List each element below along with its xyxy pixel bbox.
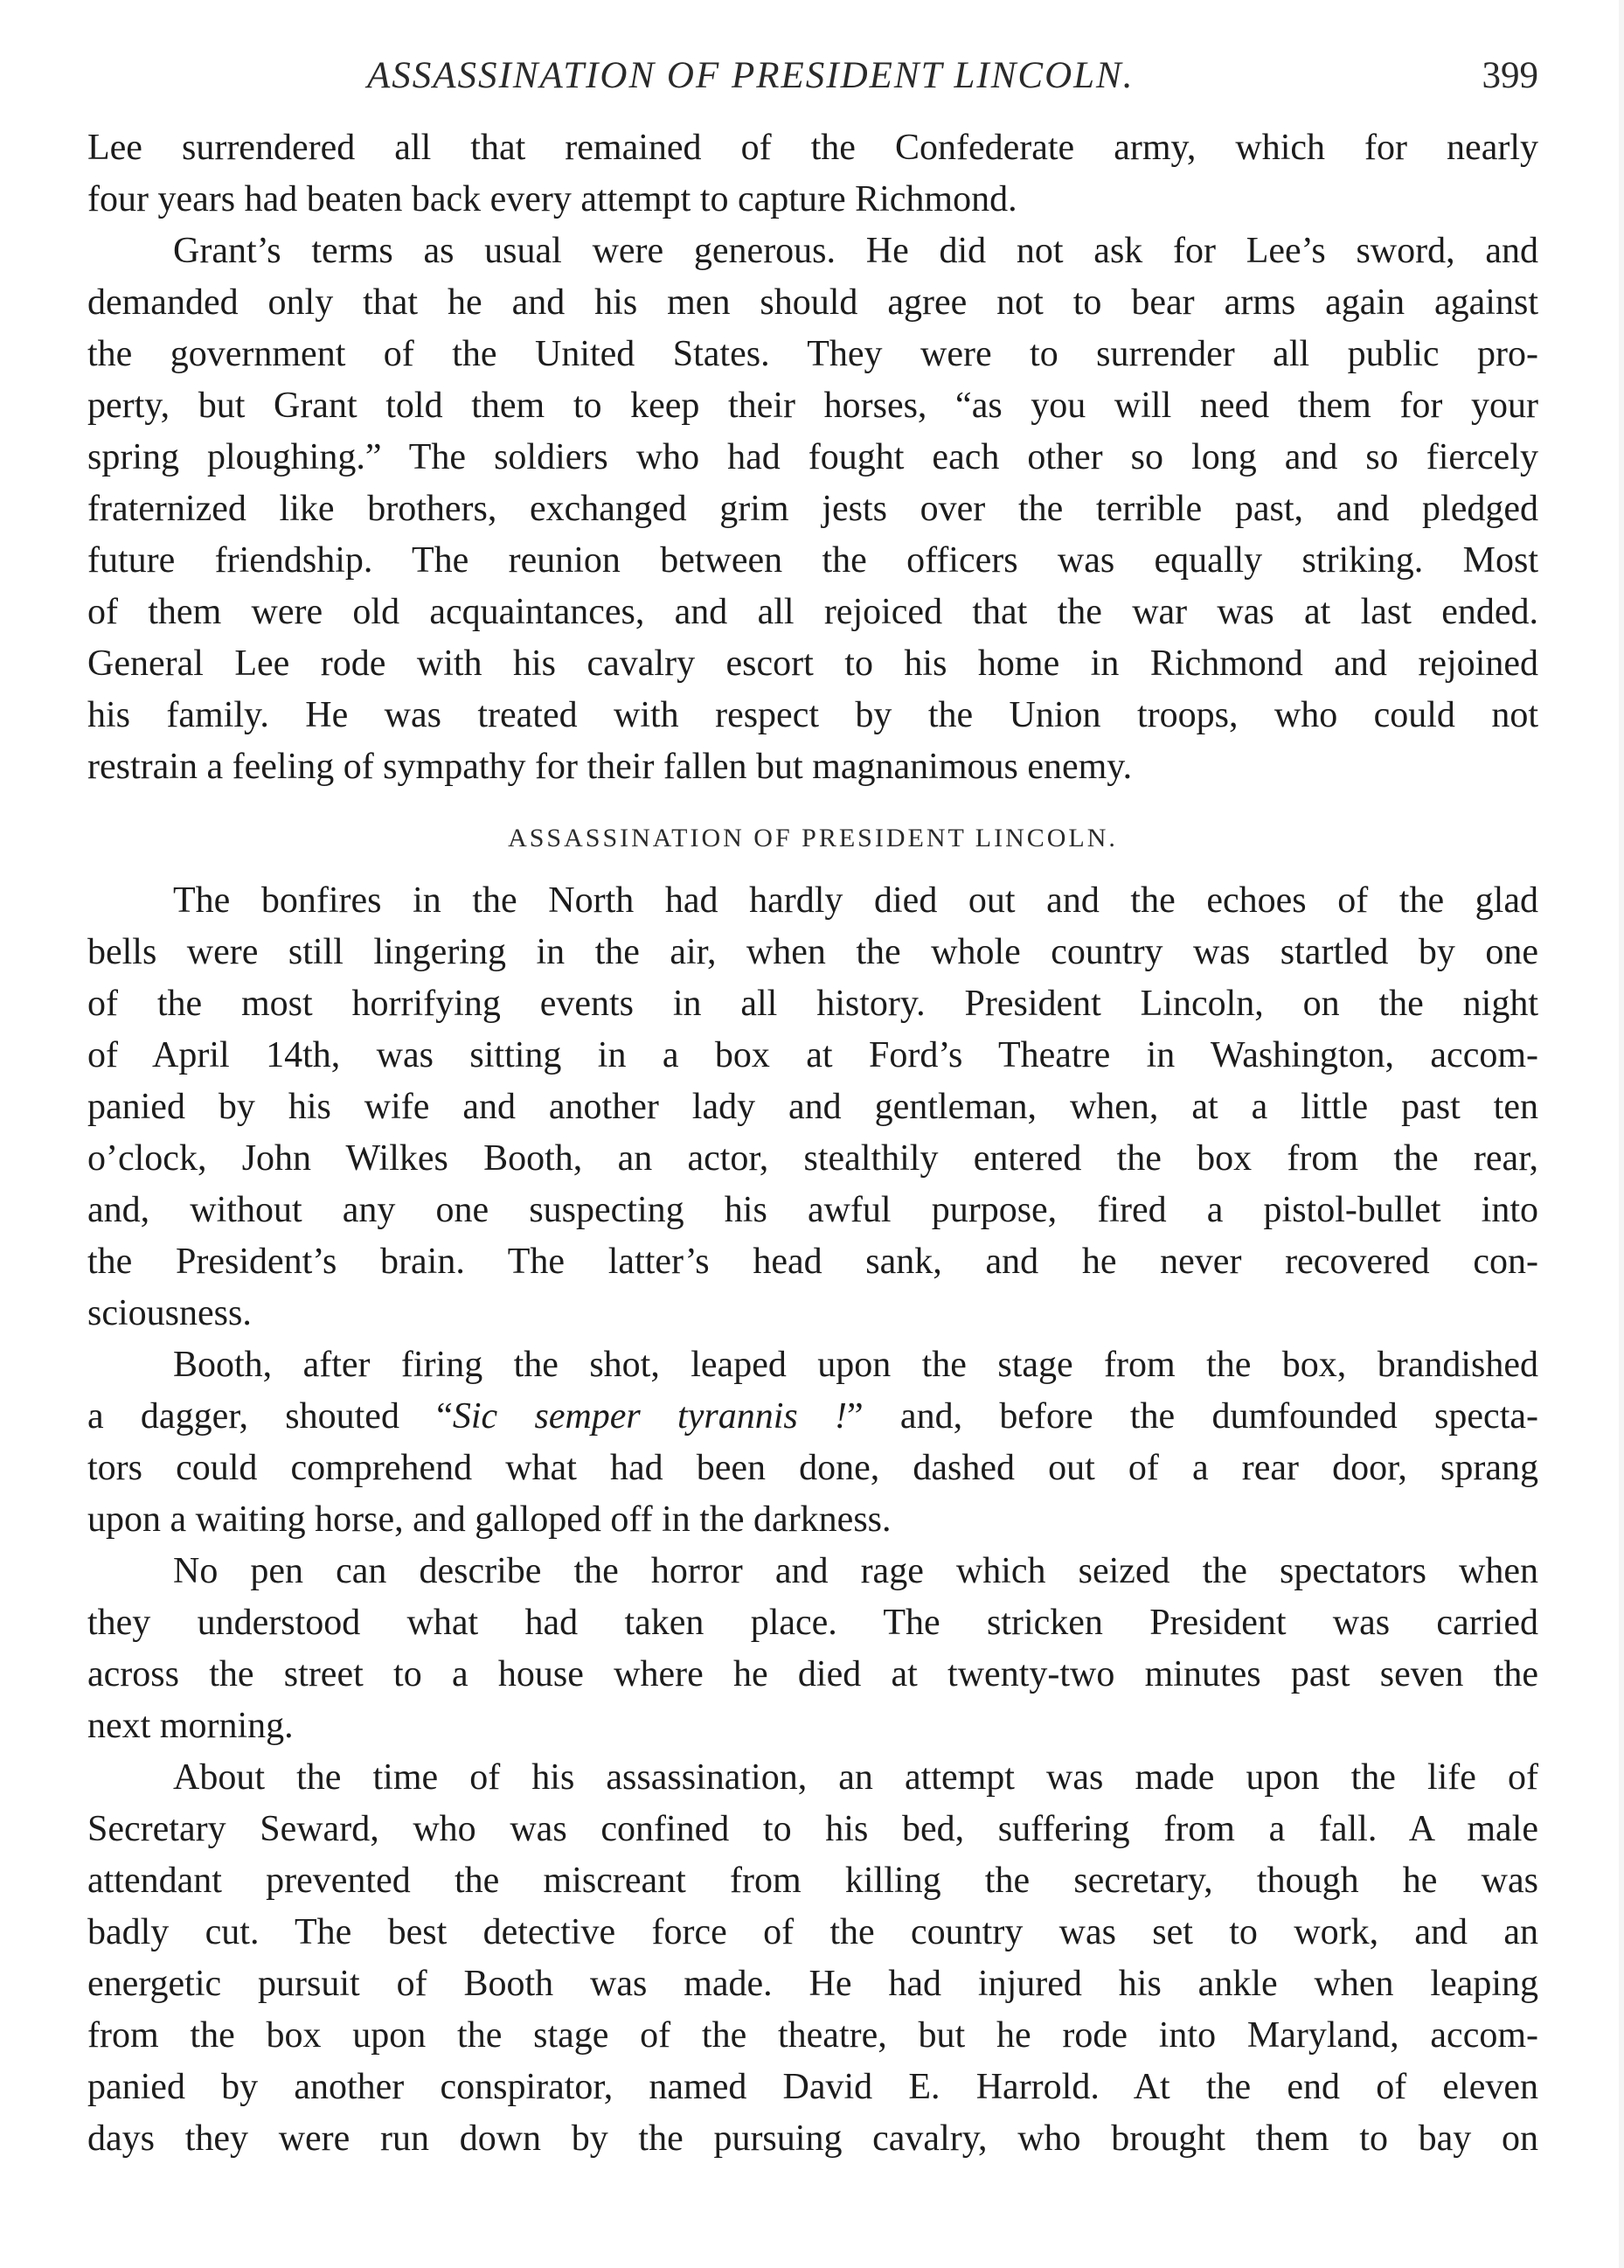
text-line: next morning. [87, 1706, 294, 1746]
text-line: Grant’s terms as usual were generous. He did not ask for Lee’s sword, and [173, 231, 1538, 271]
page-edge [1619, 0, 1624, 2268]
paragraph [87, 875, 1538, 1339]
section-heading: ASSASSINATION OF PRESIDENT LINCOLN. [508, 824, 1118, 852]
text-line: energetic pursuit of Booth was made. He had injured his ankle when leaping [87, 1964, 1538, 2004]
text-line: they understood what had taken place. The stricken President was carried [87, 1603, 1538, 1643]
text-line: General Lee rode with his cavalry escort to his home in Richmond and rejoined [87, 644, 1538, 684]
text-line: days they were run down by the pursuing cavalry, who brought them to bay on [87, 2118, 1538, 2159]
text-line: across the street to a house where he died at twenty-two minutes past seven the [87, 1654, 1538, 1694]
text-line: sciousness. [87, 1293, 252, 1333]
text-line: the President’s brain. The latter’s head sank, and he never recovered con- [87, 1242, 1538, 1282]
text-line: About the time of his assassination, an attempt was made upon the life of [173, 1757, 1538, 1798]
text-segment: a dagger, shouted “ [87, 1396, 453, 1437]
text-line: o’clock, John Wilkes Booth, an actor, stealthily entered the box from the rear, [87, 1138, 1538, 1179]
text-line: four years had beaten back every attempt to capture Richmond. [87, 179, 1017, 219]
text-line: panied by another conspirator, named David E. Harrold. At the end of eleven [87, 2067, 1538, 2107]
text-line: bells were still lingering in the air, when the whole country was startled by one [87, 932, 1538, 972]
paragraph [87, 1339, 1538, 1546]
text-line: future friendship. The reunion between the officers was equally striking. Most [87, 540, 1538, 581]
text-line: his family. He was treated with respect by the Union troops, who could not [87, 695, 1538, 735]
text-line: demanded only that he and his men should agree not to bear arms again against [87, 282, 1538, 323]
paragraph [87, 1546, 1538, 1752]
paragraph [87, 122, 1538, 226]
text-line: panied by his wife and another lady and gentleman, when, at a little past ten [87, 1087, 1538, 1127]
text-line: Secretary Seward, who was confined to his bed, suffering from a fall. A male [87, 1809, 1538, 1849]
text-line: perty, but Grant told them to keep their horses, “as you will need them for your [87, 386, 1538, 426]
latin-quotation: Sic semper tyrannis ! [452, 1396, 847, 1437]
text-line [87, 1391, 1538, 1443]
text-line: restrain a feeling of sympathy for their fallen but magnanimous enemy. [87, 747, 1133, 787]
text-line: badly cut. The best detective force of the country was set to work, and an [87, 1912, 1538, 1952]
text-line: upon a waiting horse, and galloped off in the darkness. [87, 1499, 892, 1540]
paragraph [87, 226, 1538, 793]
text-line: the government of the United States. They were to surrender all public pro- [87, 334, 1538, 374]
text-line: of April 14th, was sitting in a box at Ford’s Theatre in Washington, accom- [87, 1035, 1538, 1075]
page-number: 399 [1482, 55, 1538, 96]
text-line: Booth, after firing the shot, leaped upon the stage from the box, brandished [173, 1345, 1538, 1385]
text-line: No pen can describe the horror and rage which seized the spectators when [173, 1551, 1538, 1591]
text-line: fraternized like brothers, exchanged grim jests over the terrible past, and pledged [87, 489, 1538, 529]
text-line: The bonfires in the North had hardly died out and the echoes of the glad [173, 880, 1538, 921]
running-head-title: ASSASSINATION OF PRESIDENT LINCOLN. [367, 55, 1135, 96]
text-line: and, without any one suspecting his awful purpose, fired a pistol-bullet into [87, 1190, 1538, 1230]
text-line: of them were old acquaintances, and all rejoiced that the war was at last ended. [87, 592, 1538, 632]
running-head [87, 54, 1538, 107]
text-line: from the box upon the stage of the theatre, but he rode into Maryland, accom- [87, 2015, 1538, 2056]
text-line: tors could comprehend what had been done, dashed out of a rear door, sprang [87, 1448, 1538, 1488]
paragraph [87, 1752, 1538, 2165]
body-text [87, 122, 1538, 2165]
text-segment: ” and, before the dumfounded specta- [847, 1396, 1538, 1437]
text-line: of the most horrifying events in all history. President Lincoln, on the night [87, 984, 1538, 1024]
text-line: attendant prevented the miscreant from killing the secretary, though he was [87, 1861, 1538, 1901]
text-line: spring ploughing.” The soldiers who had fought each other so long and so fiercely [87, 437, 1538, 477]
text-line: Lee surrendered all that remained of the Confederate army, which for nearly [87, 128, 1538, 168]
